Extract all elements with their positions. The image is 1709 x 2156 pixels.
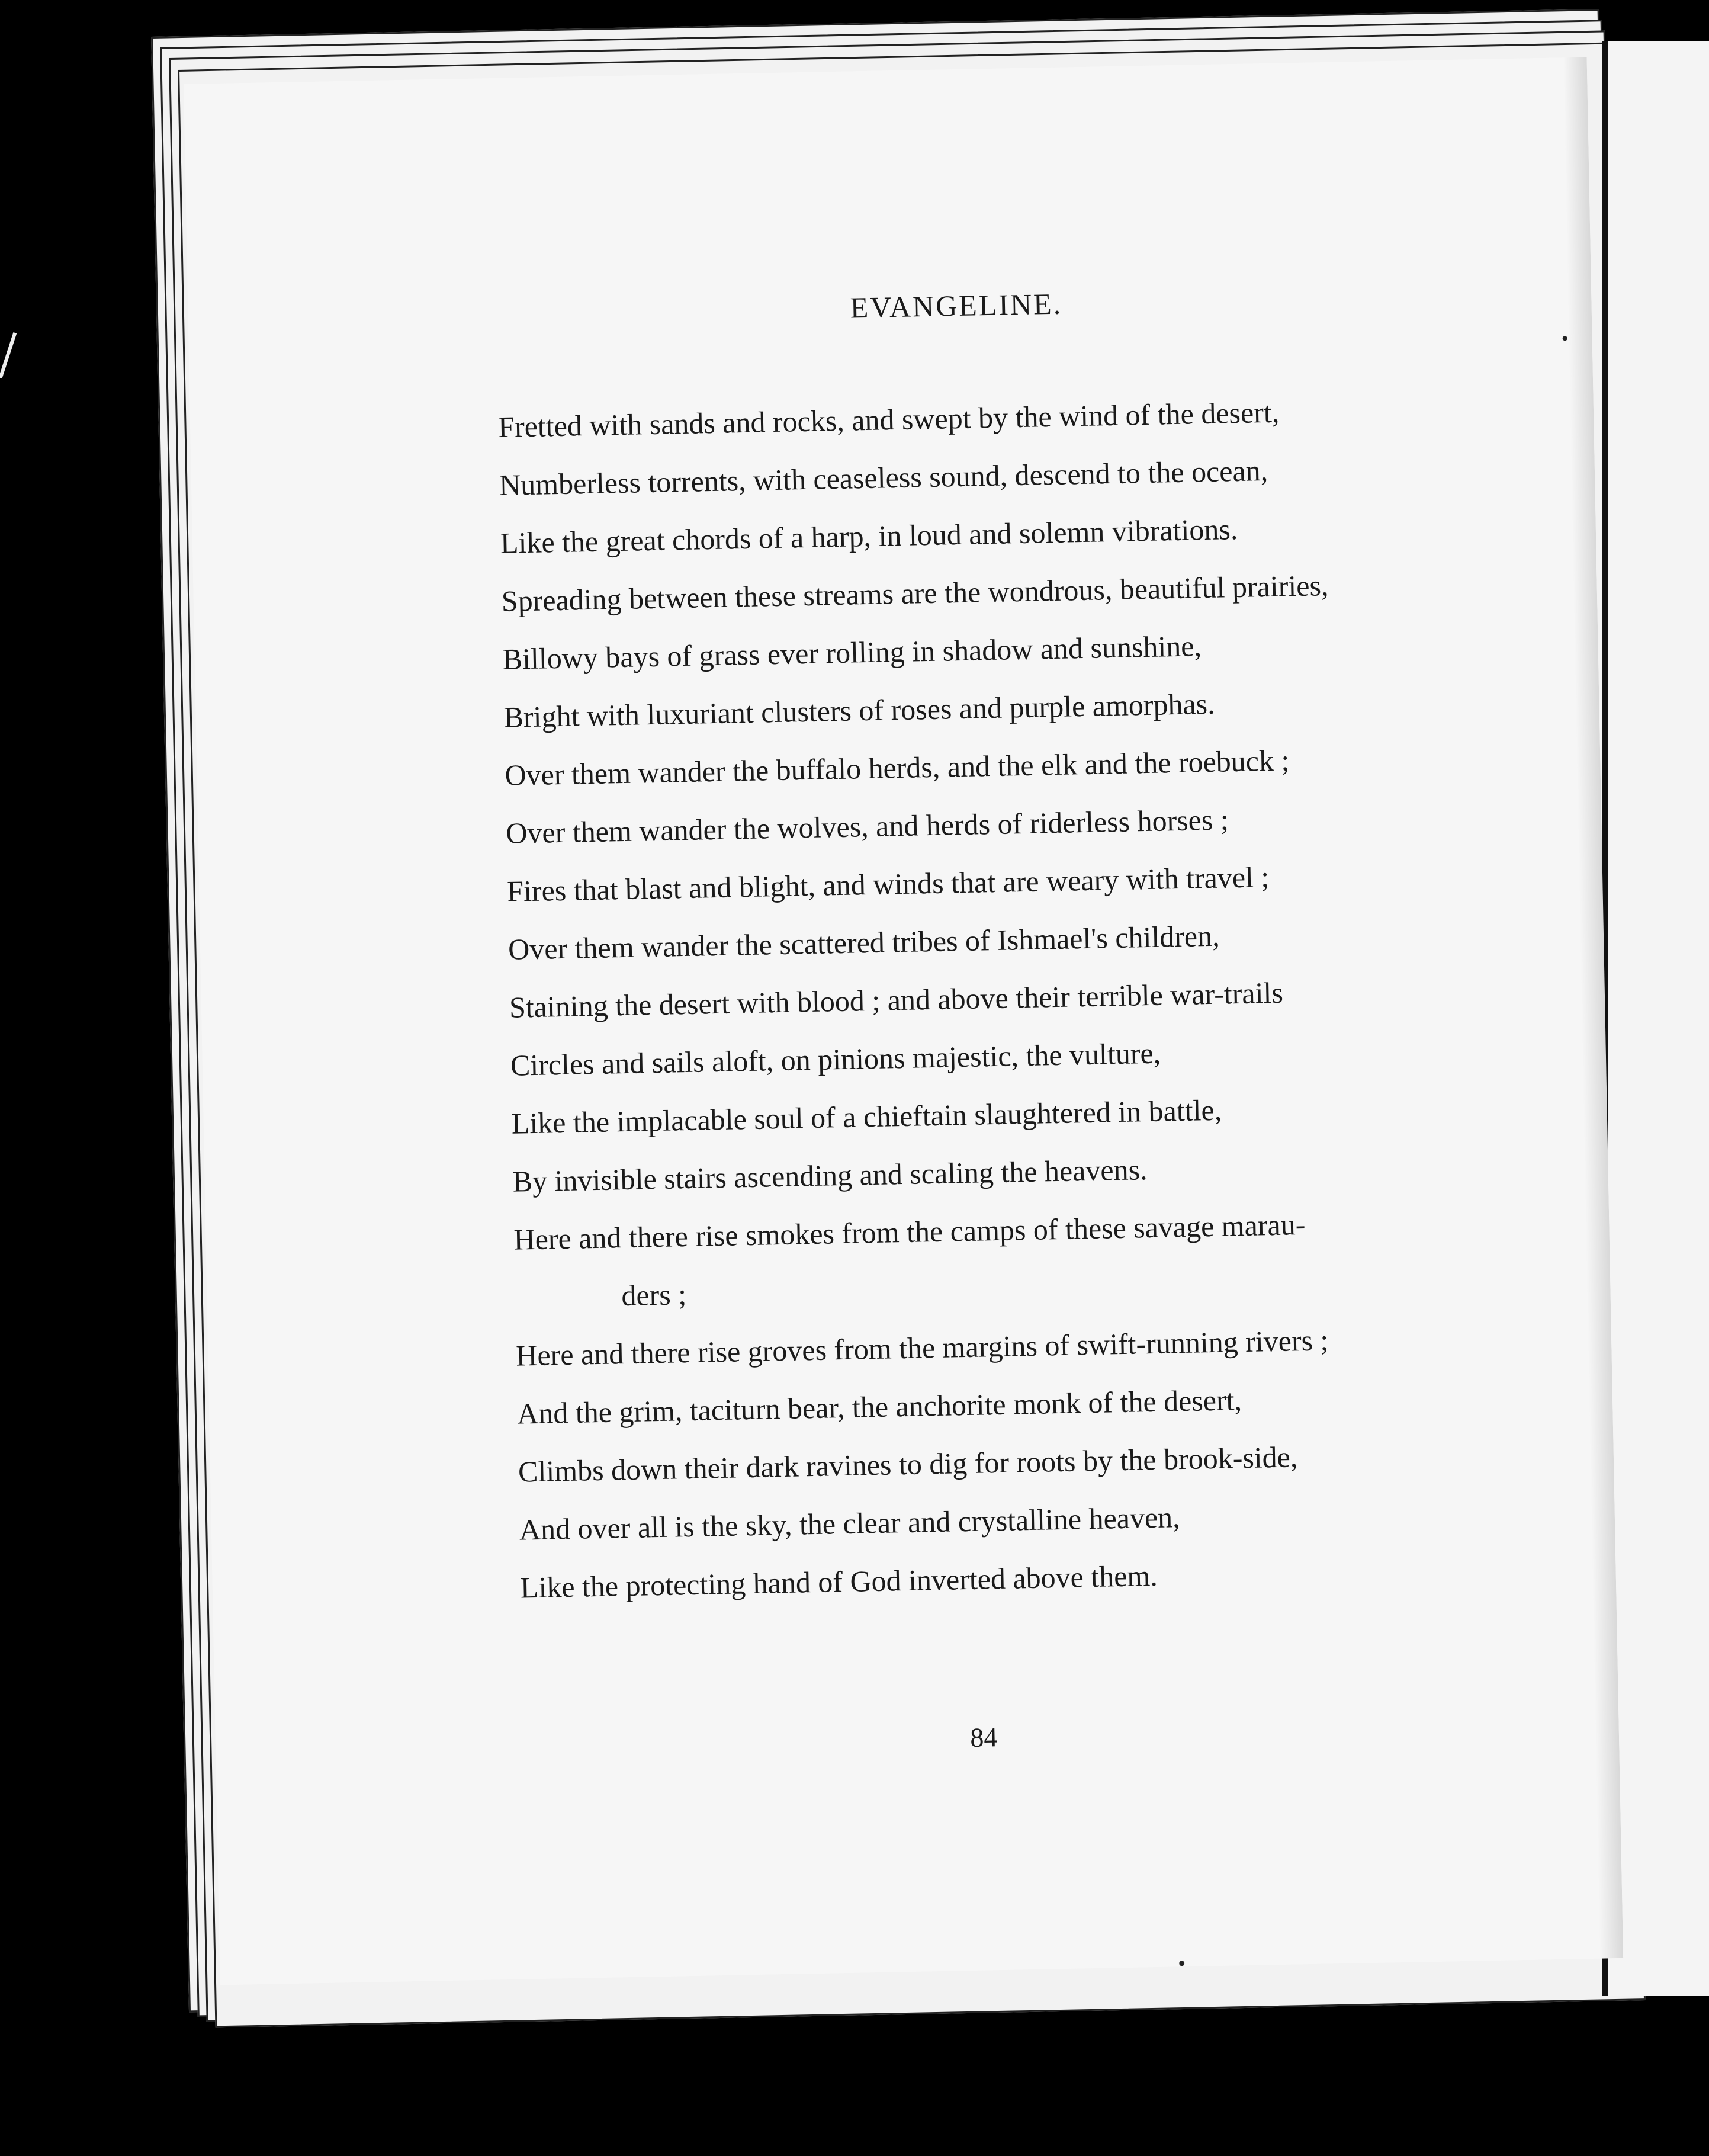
ink-speck (1563, 336, 1567, 341)
verse-line: Here and there rise smokes from the camps of these savage marau- (513, 1207, 1306, 1256)
verse-line: Like the protecting hand of God inverted above them. (520, 1558, 1158, 1605)
verse-line: Over them wander the wolves, and herds of riderless horses ; (505, 803, 1229, 850)
verse-line: Climbs down their dark ravines to dig for roots by the brook-side, (518, 1440, 1298, 1488)
verse-line: Over them wander the buffalo herds, and the elk and the roebuck ; (504, 743, 1290, 792)
verse-line: By invisible stairs ascending and scaling the heavens. (512, 1153, 1148, 1198)
book-page (184, 57, 1623, 1985)
margin-mark (0, 332, 17, 378)
verse-line: Staining the desert with blood ; and above their terrible war-trails (509, 976, 1284, 1024)
running-head: EVANGELINE. (850, 287, 1063, 325)
verse-line: Fires that blast and blight, and winds that are weary with travel ; (506, 860, 1270, 908)
verse-block (497, 378, 1527, 1616)
ink-speck (1179, 1961, 1184, 1966)
page-number: 84 (969, 1722, 998, 1753)
verse-line: ders ; (621, 1278, 687, 1313)
verse-line: Fretted with sands and rocks, and swept by the wind of the desert, (497, 395, 1280, 444)
verse-line: Circles and sails aloft, on pinions majestic, the vulture, (510, 1036, 1161, 1082)
verse-line: Here and there rise groves from the margins of swift-running rivers ; (515, 1323, 1329, 1372)
verse-line: And the grim, taciturn bear, the anchorite monk of the desert, (516, 1383, 1242, 1430)
verse-line: Over them wander the scattered tribes of Ishmael's children, (507, 919, 1220, 966)
verse-line: Spreading between these streams are the wondrous, beautiful prairies, (501, 569, 1329, 618)
verse-line: Numberless torrents, with ceaseless sound, descend to the ocean, (499, 453, 1268, 502)
verse-line: Like the great chords of a harp, in loud and solemn vibrations. (500, 512, 1238, 560)
verse-line: And over all is the sky, the clear and crystalline heaven, (519, 1500, 1181, 1547)
verse-line: Billowy bays of grass ever rolling in shadow and sunshine, (502, 629, 1202, 676)
verse-line: Like the implacable soul of a chieftain slaughtered in battle, (511, 1093, 1222, 1140)
verse-line: Bright with luxuriant clusters of roses and purple amorphas. (503, 686, 1216, 734)
